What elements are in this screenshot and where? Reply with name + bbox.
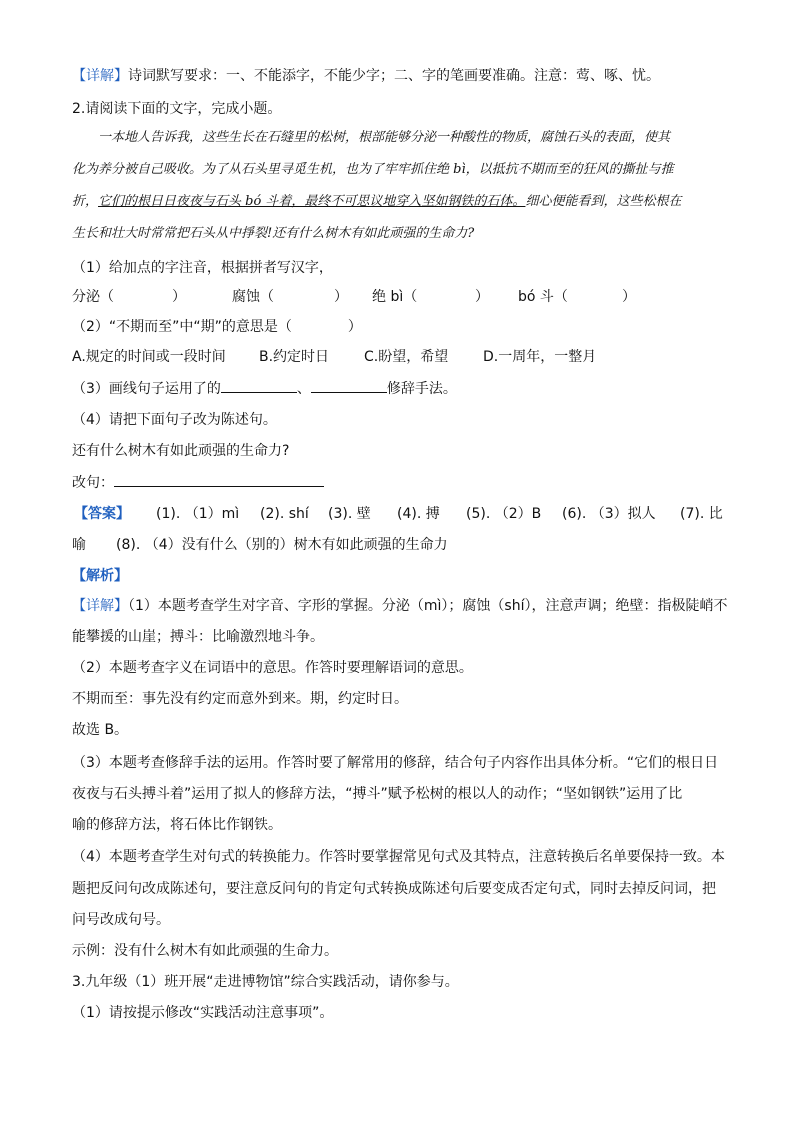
item-fushi-open: 腐蚀（ xyxy=(232,289,274,305)
item-juebi-open: 绝 bì（ xyxy=(372,289,418,305)
answer-item-4: (4). 搏 xyxy=(397,506,440,522)
sub2-options xyxy=(72,347,722,367)
answer-item-3: (3). 壁 xyxy=(328,506,371,522)
passage-line-2: 化为养分被自己吸收。为了从石头里寻觅生机，也为了牢牢抓住绝 bì，以抵抗不期而至的狂风的撕扯与推 xyxy=(72,162,674,177)
rewrite-blank[interactable] xyxy=(114,472,324,487)
sub2-prompt-text: （2）“不期而至”中“期”的意思是（ xyxy=(72,319,292,335)
analysis-p5a: （3）本题考查修辞手法的运用。作答时要了解常用的修辞，结合句子内容作出具体分析。“它们的根日日 xyxy=(72,755,719,771)
q3-sub1: （1）请按提示修改“实践活动注意事项”。 xyxy=(72,1005,334,1021)
q2-heading: 2.请阅读下面的文字，完成小题。 xyxy=(72,101,282,117)
passage-line-3-end: 细心便能看到，这些松根在 xyxy=(525,194,682,209)
analysis-p5c: 喻的修辞方法，将石体比作钢铁。 xyxy=(72,817,282,833)
answer-item-5: (5). （2）B xyxy=(466,506,542,522)
item-bodou-close: ） xyxy=(622,289,636,305)
analysis-detail-tag: 【详解】 xyxy=(72,598,128,614)
sub3-suffix: 修辞手法。 xyxy=(386,381,457,397)
sub2-prompt xyxy=(72,317,362,337)
analysis-p6c: 问号改成句号。 xyxy=(72,912,170,928)
reading-passage xyxy=(72,128,722,268)
sub3-prefix: （3）画线句子运用了的 xyxy=(72,381,221,397)
analysis-p4: 故选 B。 xyxy=(72,722,129,738)
passage-line-1: 一本地人告诉我，这些生长在石缝里的松树，根部能够分泌一种酸性的物质，腐蚀石头的表面，使其 xyxy=(98,130,671,145)
sub4-sentence: 还有什么树木有如此顽强的生命力? xyxy=(72,443,290,459)
analysis-p1a xyxy=(72,596,728,616)
item-fenmi-open: 分泌（ xyxy=(72,289,114,305)
sub4-prompt: （4）请把下面句子改为陈述句。 xyxy=(72,412,277,428)
answer-cont: 喻 xyxy=(72,537,86,553)
sub3-blank-1[interactable] xyxy=(221,378,297,393)
sub3-blank-2[interactable] xyxy=(311,378,387,393)
sub1-items xyxy=(72,287,722,307)
passage-line-3-start: 折， xyxy=(72,194,99,209)
sub1-prompt: （1）给加点的字注音，根据拼者写汉字， xyxy=(72,260,333,276)
option-b: B.约定时日 xyxy=(259,349,330,365)
item-fenmi-close: ） xyxy=(172,289,186,305)
sub2-close: ） xyxy=(347,319,362,335)
option-d: D.一周年，一整月 xyxy=(483,349,597,365)
rewrite-label: 改句： xyxy=(72,475,114,491)
item-bodou-open: bó 斗（ xyxy=(518,289,568,305)
answer-item-8: (8). （4）没有什么（别的）树木有如此顽强的生命力 xyxy=(116,537,448,553)
analysis-p6a: （4）本题考查学生对句式的转换能力。作答时要掌握常见句式及其特点，注意转换后名单要保持一致。本 xyxy=(72,849,725,865)
option-a: A.规定的时间或一段时间 xyxy=(72,349,226,365)
q1-explain-line xyxy=(72,66,660,86)
analysis-p3: 不期而至：事先没有约定而意外到来。期，约定时日。 xyxy=(72,691,408,707)
sub4-rewrite-line xyxy=(72,472,324,493)
item-juebi-close: ） xyxy=(475,289,489,305)
analysis-p5b: 夜夜与石头搏斗着”运用了拟人的修辞方法，“搏斗”赋予松树的根以人的动作；“坚如钢铁”运用了比 xyxy=(72,786,683,802)
analysis-p1a-text: （1）本题考查学生对字音、字形的掌握。分泌（mì）；腐蚀（shí），注意声调；绝壁：指极陡峭不 xyxy=(128,598,728,614)
analysis-p1b: 能攀援的山崖；搏斗：比喻激烈地斗争。 xyxy=(72,629,324,645)
passage-line-4: 生长和壮大时常常把石头从中掙裂!还有什么树木有如此顽强的生命力? xyxy=(72,226,475,241)
analysis-p7: 示例：没有什么树木有如此顽强的生命力。 xyxy=(72,943,338,959)
detail-tag: 【详解】 xyxy=(72,68,128,84)
answer-tag: 【答案】 xyxy=(74,506,130,522)
item-fushi-close: ） xyxy=(334,289,348,305)
analysis-tag: 【解析】 xyxy=(72,568,128,584)
answer-item-7: (7). 比 xyxy=(680,506,723,522)
sub3-sep: 、 xyxy=(296,381,311,397)
answer-item-2: (2). shí xyxy=(260,506,309,522)
option-c: C.盼望，希望 xyxy=(364,349,449,365)
answer-line-2 xyxy=(72,535,722,555)
analysis-p2: （2）本题考查字义在词语中的意思。作答时要理解语词的意思。 xyxy=(72,660,473,676)
underlined-sentence: 它们的根日日夜夜与石头 bó 斗着，最终不可思议地穿入坚如钢铁的石体。 xyxy=(98,194,526,209)
answer-line-1 xyxy=(72,504,722,524)
q1-explain-text: 诗词默写要求：一、不能添字，不能少字；二、字的笔画要准确。注意：莺、啄、忧。 xyxy=(128,68,660,84)
analysis-p6b: 题把反问句改成陈述句，要注意反问句的肯定句式转换成陈述句后要变成否定句式，同时去掉反问词，把 xyxy=(72,881,716,897)
q3-heading: 3.九年级（1）班开展“走进博物馆”综合实践活动，请你参与。 xyxy=(72,974,459,990)
sub3-line xyxy=(72,378,457,399)
passage-line-3 xyxy=(72,192,681,212)
answer-item-1: (1). （1）mì xyxy=(156,506,240,522)
answer-item-6: (6). （3）拟人 xyxy=(562,506,656,522)
